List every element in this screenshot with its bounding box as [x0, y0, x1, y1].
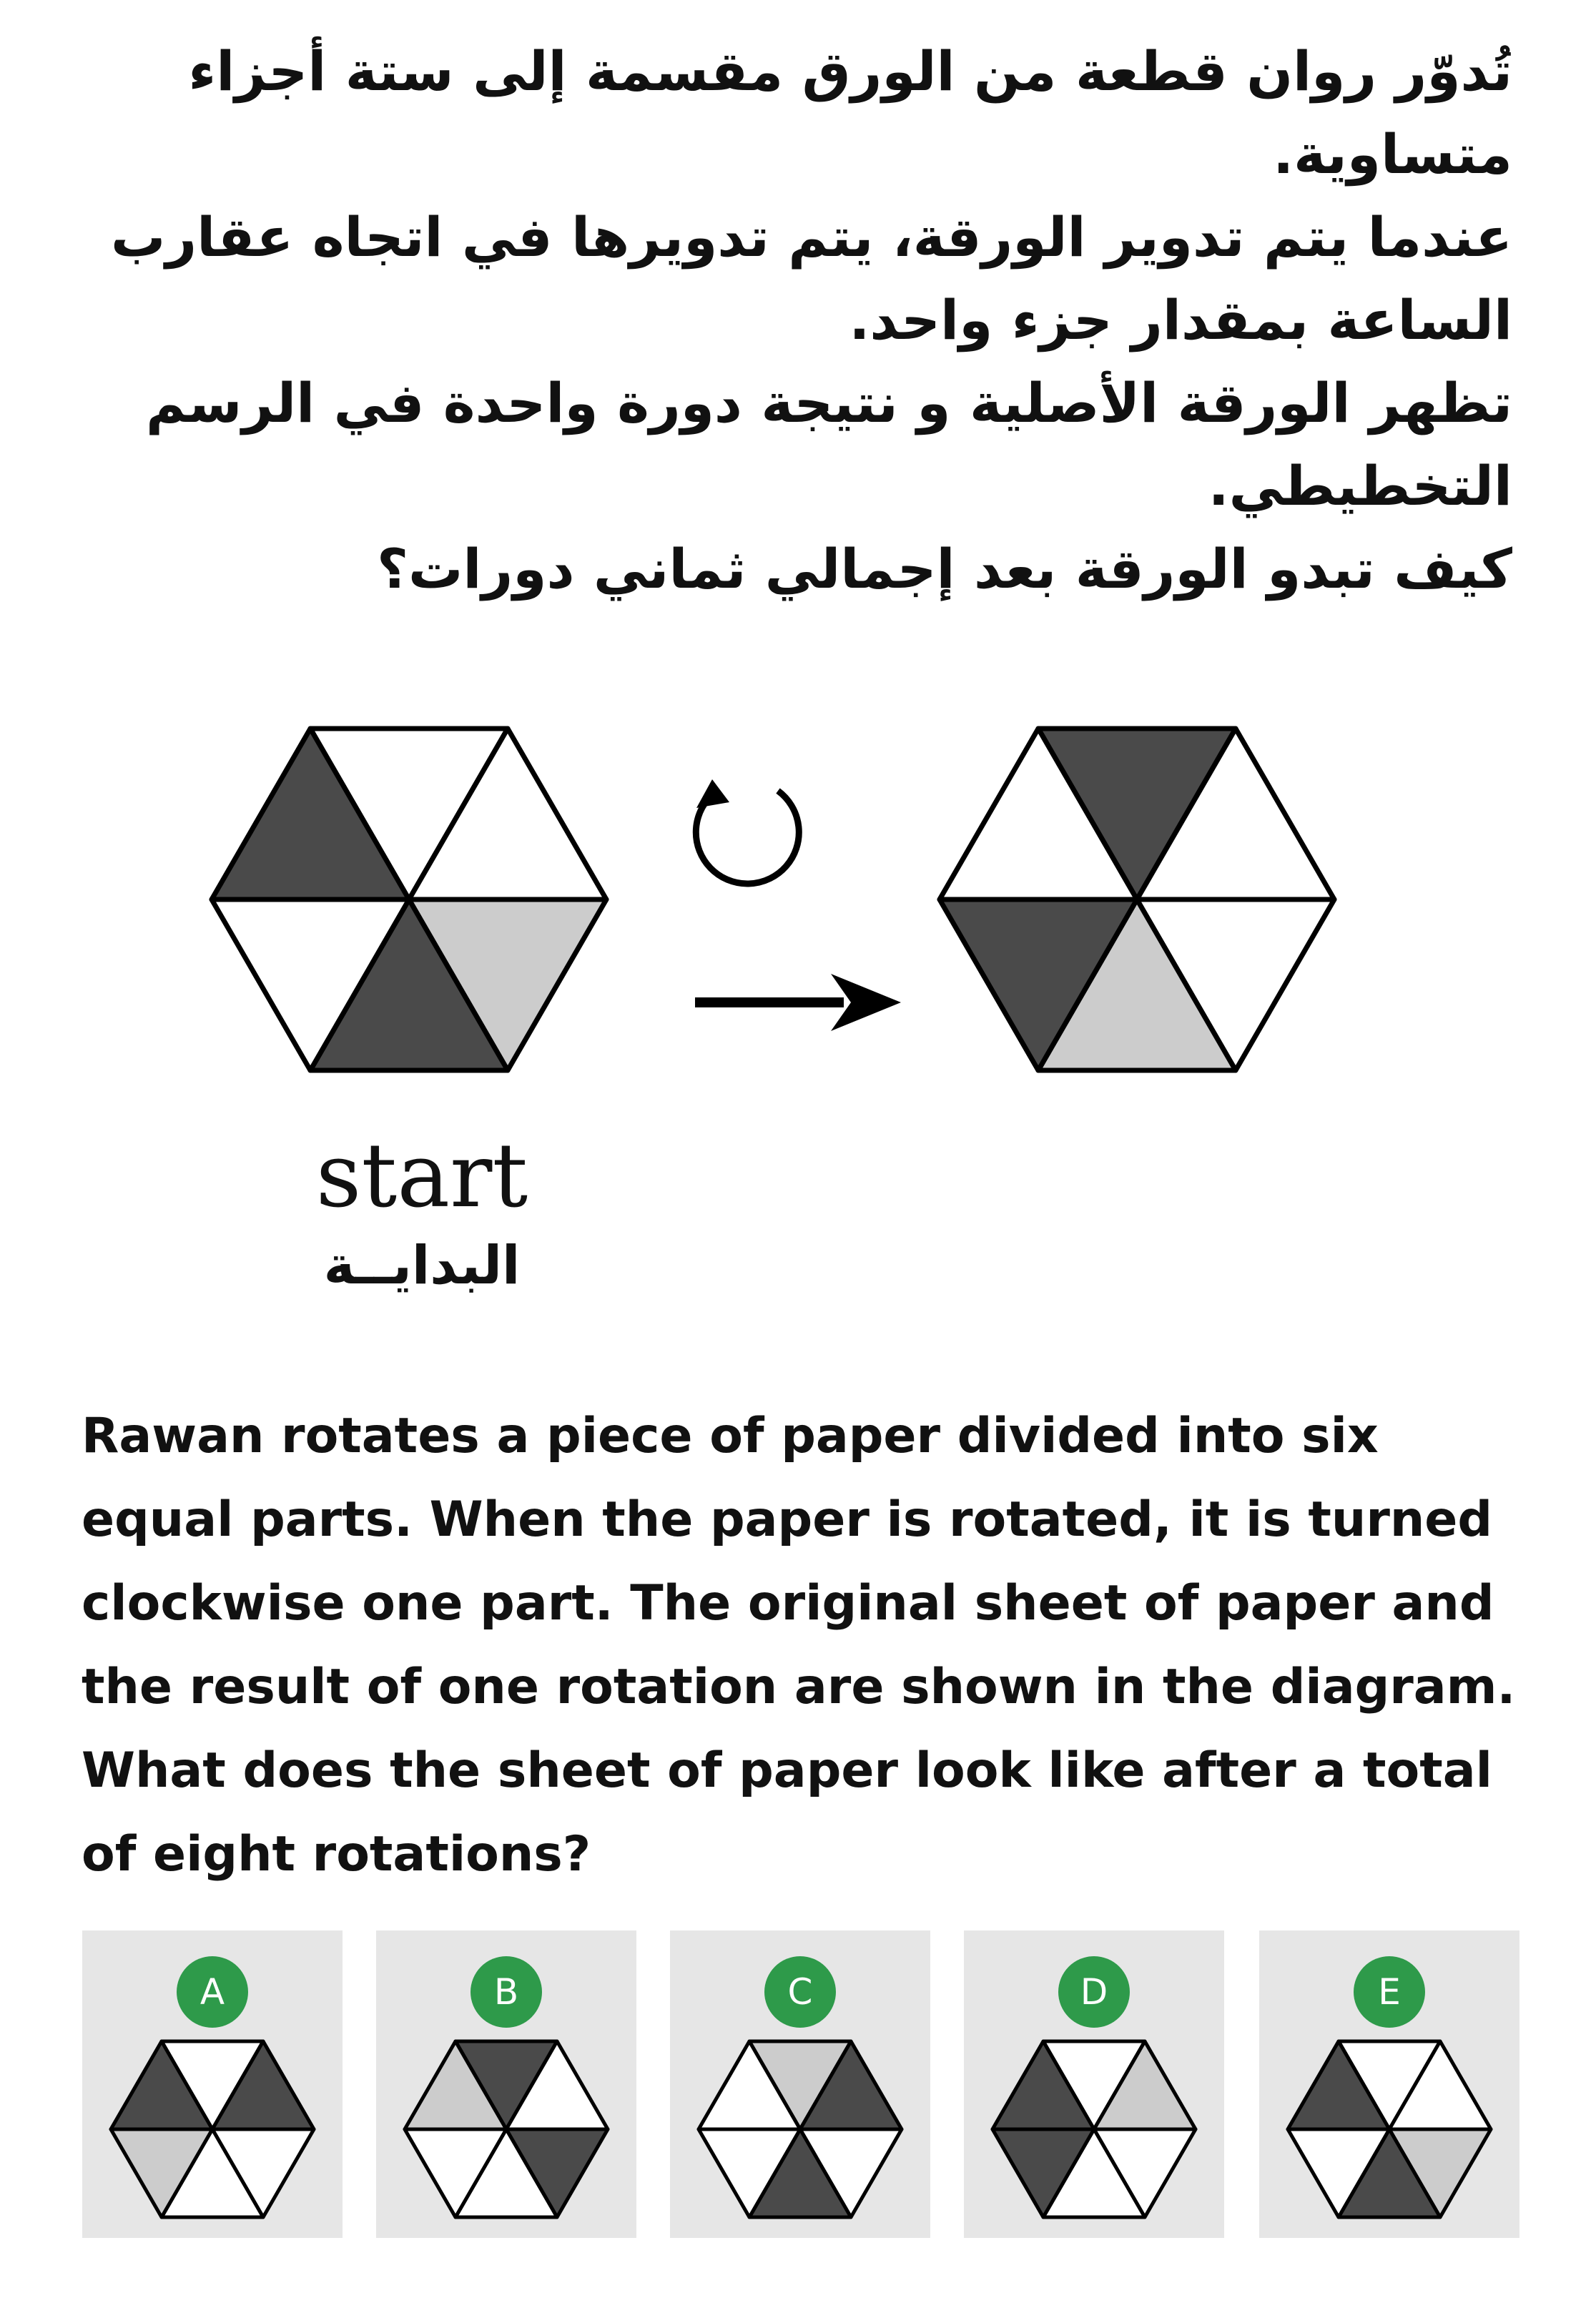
question-ar-line: عندما يتم تدوير الورقة، يتم تدويرها في اتجاه عقارب — [110, 205, 1512, 269]
question-ar-line: التخطيطي. — [1208, 454, 1512, 518]
option-d-hexagon — [987, 2036, 1201, 2222]
question-en-line: clockwise one part. The original sheet of paper and — [82, 1575, 1494, 1632]
question-en-line: Rawan rotates a piece of paper divided into six — [82, 1408, 1379, 1464]
option-c[interactable] — [670, 1930, 930, 2238]
arrow-right-icon — [695, 974, 901, 1031]
question-en-line: the result of one rotation are shown in the diagram. — [82, 1659, 1516, 1715]
rotated-hexagon — [940, 729, 1334, 1070]
option-a[interactable] — [82, 1930, 343, 2238]
start-hexagon — [212, 729, 606, 1070]
option-c-hexagon — [693, 2036, 907, 2222]
question-english — [82, 1394, 1533, 1896]
question-ar-line: الساعة بمقدار جزء واحد. — [849, 288, 1512, 352]
question-en-line: What does the sheet of paper look like after a total — [82, 1742, 1492, 1799]
question-ar-line: تظهر الورقة الأصلية و نتيجة دورة واحدة في الرسم — [146, 371, 1512, 435]
question-en-line: equal parts. When the paper is rotated, it is turned — [82, 1491, 1493, 1548]
start-label: start — [315, 1125, 528, 1228]
option-letter-badge: A — [177, 1956, 248, 2028]
option-letter-badge: B — [471, 1956, 542, 2028]
option-letter-badge: D — [1058, 1956, 1130, 2028]
rotation-diagram — [200, 722, 1402, 1094]
question-ar-line: متساوية. — [1273, 122, 1512, 186]
option-e-hexagon — [1282, 2036, 1497, 2222]
question-en-line: of eight rotations? — [82, 1826, 591, 1883]
option-b-hexagon — [399, 2036, 614, 2222]
question-ar-line: تُدوّر روان قطعة من الورق مقسمة إلى ستة أجزاء — [188, 39, 1512, 103]
option-letter-badge: E — [1354, 1956, 1425, 2028]
question-arabic — [86, 30, 1512, 611]
option-a-hexagon — [105, 2036, 320, 2222]
option-d[interactable] — [964, 1930, 1224, 2238]
answer-options — [82, 1930, 1519, 2238]
start-label-arabic: البدايــة — [323, 1235, 521, 1296]
question-ar-line: كيف تبدو الورقة بعد إجمالي ثماني دورات؟ — [376, 537, 1512, 601]
option-b[interactable] — [376, 1930, 636, 2238]
option-e[interactable] — [1259, 1930, 1519, 2238]
option-letter-badge: C — [764, 1956, 836, 2028]
rotate-clockwise-icon — [696, 779, 799, 884]
